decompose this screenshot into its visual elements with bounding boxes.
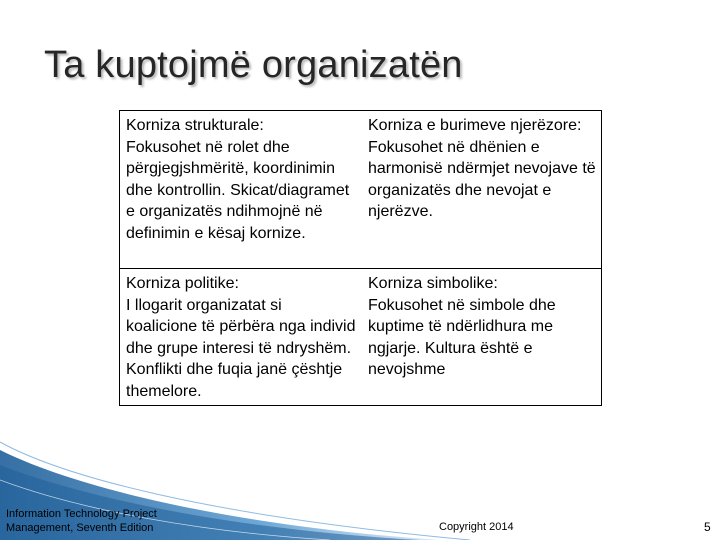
frame-body: Fokusohet në simbole dhe kuptime të ndërlidhura me ngjarje. Kultura është e nevojshme — [368, 296, 556, 378]
footer-book-title — [6, 507, 157, 535]
frame-heading: Korniza politike: — [126, 275, 239, 292]
frame-heading: Korniza simbolike: — [368, 275, 498, 292]
footer-book-line: Information Technology Project — [6, 508, 157, 520]
frame-cell-human-resources — [360, 111, 601, 269]
frame-heading: Korniza strukturale: — [126, 117, 264, 134]
frame-body: Fokusohet në dhënien e harmonisë ndërmjet nevojave të organizatës dhe nevojat e njerëzve. — [368, 138, 596, 220]
frame-cell-political — [120, 269, 360, 405]
page-number: 5 — [704, 520, 711, 534]
slide-title: Ta kuptojmë organizatën — [44, 44, 463, 86]
frame-body: I llogarit organizatat si koalicione të përbëra nga individ dhe grupe interesi të ndryshëm. Konflikti dhe fuqia janë çështje themelore. — [126, 296, 356, 400]
frames-table — [119, 110, 602, 406]
footer-copyright: Copyright 2014 — [439, 521, 514, 533]
frame-body: Fokusohet në rolet dhe përgjegjshmëritë, koordinimin dhe kontrollin. Skicat/diagramet e organizatës ndihmojnë në definimin e kësaj kornize. — [126, 138, 350, 242]
frame-cell-symbolic — [360, 269, 601, 405]
frame-cell-structural — [120, 111, 360, 269]
footer-book-line: Management, Seventh Edition — [6, 522, 154, 534]
frame-heading: Korniza e burimeve njerëzore: — [368, 117, 582, 134]
